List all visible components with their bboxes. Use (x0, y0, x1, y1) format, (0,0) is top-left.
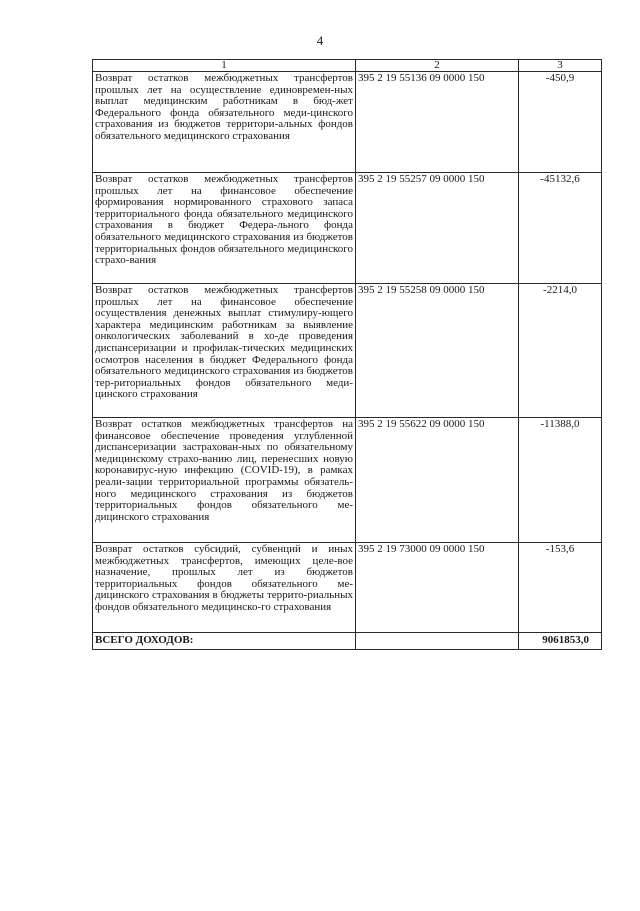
table-row (93, 418, 602, 543)
table-header-row (93, 60, 602, 72)
header-col-1: 1 (93, 60, 356, 72)
page-number: 4 (316, 33, 324, 48)
row-code: 395 2 19 73000 09 0000 150 (356, 543, 519, 633)
row-description: Возврат остатков субсидий, субвенций и иных межбюджетных трансфертов, имеющих целе-вое назначение, прошлых лет из бюджетов территориальных фондов обязательного ме-дицинского страхования в бюджеты террито-риальных фондов обязательного медицинско-го страхования (93, 543, 356, 633)
budget-table (92, 59, 602, 650)
row-code: 395 2 19 55136 09 0000 150 (356, 72, 519, 173)
table-row (93, 284, 602, 418)
row-description: Возврат остатков межбюджетных трансфертов прошлых лет на финансовое обеспечение осуществления денежных выплат стимулиру-ющего характера медицинским работникам за выявление онкологических заболеваний в хо-де проведения диспансеризации и профилак-тических медицинских осмотров населения в бюджет Федерального фонда обязательного медицинского страхования из бюджетов тер-риториальных фондов обязательного меди-цинского страхования (93, 284, 356, 418)
row-description: Возврат остатков межбюджетных трансфертов прошлых лет на финансовое обеспечение формирования нормированного страхового запаса территориального фонда обязательного медицинского страхования в бюджет Федера-льного фонда обязательного медицинского страхования из бюджетов территориальных фондов обязательного медицинского страхо-вания (93, 173, 356, 284)
header-col-2: 2 (356, 60, 519, 72)
table-row (93, 543, 602, 633)
row-amount: -450,9 (519, 72, 602, 173)
total-code-empty (356, 633, 519, 650)
total-amount: 9061853,0 (519, 633, 602, 650)
row-amount: -11388,0 (519, 418, 602, 543)
row-code: 395 2 19 55622 09 0000 150 (356, 418, 519, 543)
total-row (93, 633, 602, 650)
total-label: ВСЕГО ДОХОДОВ: (93, 633, 356, 650)
table-row (93, 72, 602, 173)
row-amount: -45132,6 (519, 173, 602, 284)
row-amount: -153,6 (519, 543, 602, 633)
row-code: 395 2 19 55257 09 0000 150 (356, 173, 519, 284)
row-amount: -2214,0 (519, 284, 602, 418)
row-code: 395 2 19 55258 09 0000 150 (356, 284, 519, 418)
row-description: Возврат остатков межбюджетных трансфертов прошлых лет на осуществление единовремен-ных выплат медицинским работникам в бюд-жет Федерального фонда обязательного меди-цинского страхования из бюджетов территори-альных фондов обязательного медицинского страхования (93, 72, 356, 173)
row-description: Возврат остатков межбюджетных трансфертов на финансовое обеспечение проведения углубленной диспансеризации застрахован-ных по обязательному медицинскому страхо-ванию лиц, перенесших новую коронавирус-ную инфекцию (COVID-19), в рамках реали-зации территориальной программы обязатель-ного медицинского страхования из бюджетов территориальных фондов обязательного ме-дицинского страхования (93, 418, 356, 543)
header-col-3: 3 (519, 60, 602, 72)
table-row (93, 173, 602, 284)
